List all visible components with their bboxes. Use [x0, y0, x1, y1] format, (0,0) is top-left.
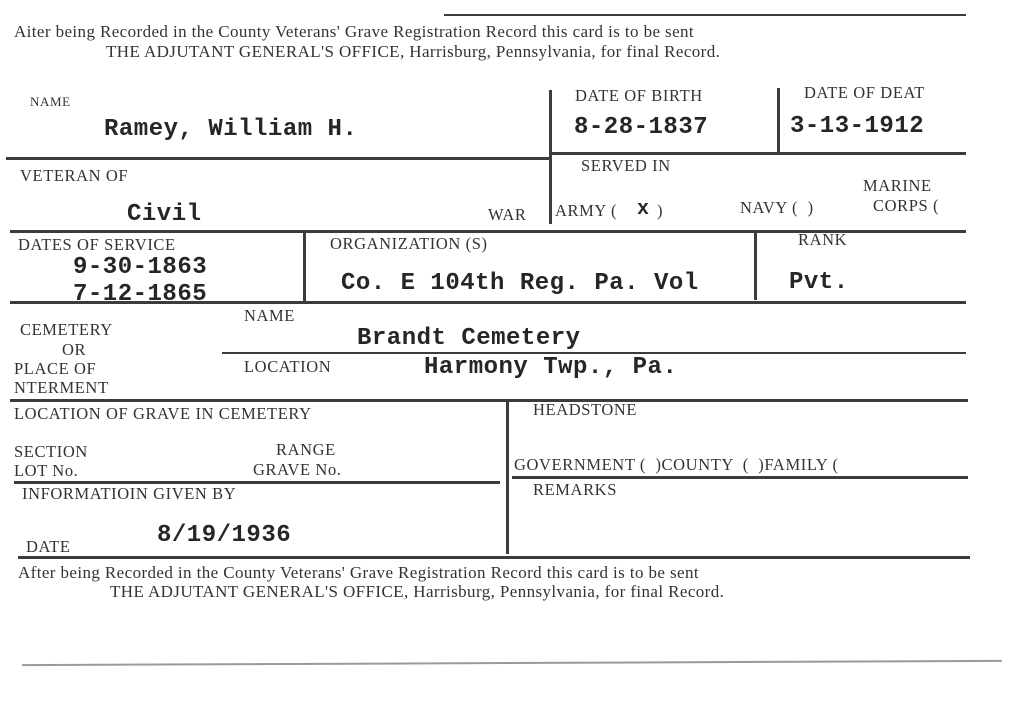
header-office-line: THE ADJUTANT GENERAL'S OFFICE, Harrisburg, Pennsylvania, for final Record.	[106, 42, 721, 61]
information-given-by-label: INFORMATIOIN GIVEN BY	[22, 484, 237, 503]
divider-org-rank	[754, 230, 757, 300]
grave-no-label: GRAVE No.	[253, 460, 342, 479]
army-close-paren: )	[657, 201, 664, 220]
rule-below-interment	[10, 399, 968, 402]
or-label: OR	[62, 340, 87, 359]
location-of-grave-label: LOCATION OF GRAVE IN CEMETERY	[14, 404, 312, 423]
divider-dob-dod	[777, 88, 780, 152]
date-of-birth-label: DATE OF BIRTH	[575, 86, 703, 105]
name-value: Ramey, William H.	[104, 116, 358, 143]
location-label: LOCATION	[244, 357, 332, 376]
remarks-label: REMARKS	[533, 480, 617, 499]
footer-office-line: THE ADJUTANT GENERAL'S OFFICE, Harrisburg, Pennsylvania, for final Record.	[110, 582, 725, 601]
rule-above-footer	[18, 556, 970, 559]
divider-grave-headstone	[506, 402, 509, 554]
rank-value: Pvt.	[789, 269, 849, 296]
lot-no-label: LOT No.	[14, 461, 79, 480]
date-of-death-label: DATE OF DEAT	[804, 83, 925, 102]
bottom-edge-rule	[22, 660, 1002, 666]
divider-service-org	[303, 232, 306, 302]
range-label: RANGE	[276, 440, 336, 459]
service-start-value: 9-30-1863	[73, 254, 208, 281]
army-check-mark: x	[637, 198, 650, 221]
date-value: 8/19/1936	[157, 522, 292, 549]
interment-label: NTERMENT	[14, 378, 109, 397]
dates-of-service-label: DATES OF SERVICE	[18, 235, 176, 254]
date-of-birth-value: 8-28-1837	[574, 114, 709, 141]
corps-label: CORPS (	[873, 196, 940, 215]
organization-label: ORGANIZATION (S)	[330, 234, 488, 253]
army-label: ARMY (	[555, 201, 618, 220]
location-value: Harmony Twp., Pa.	[424, 354, 678, 381]
war-label: WAR	[488, 205, 527, 224]
marine-label: MARINE	[863, 176, 932, 195]
cemetery-name-label: NAME	[244, 306, 295, 325]
footer-instruction-line: After being Recorded in the County Veterans' Grave Registration Record this card is to be sent	[18, 563, 699, 582]
veteran-of-label: VETERAN OF	[20, 166, 129, 185]
name-label: NAME	[30, 94, 71, 109]
served-in-label: SERVED IN	[581, 156, 671, 175]
rule-below-name	[6, 157, 550, 160]
navy-label: NAVY ( )	[740, 198, 814, 217]
service-end-value: 7-12-1865	[73, 281, 208, 308]
rank-label: RANK	[798, 230, 848, 249]
divider-name-dob	[549, 90, 552, 224]
cemetery-label: CEMETERY	[20, 320, 113, 339]
date-of-death-value: 3-13-1912	[790, 113, 925, 140]
section-label: SECTION	[14, 442, 88, 461]
header-instruction-line: Aiter being Recorded in the County Veterans' Grave Registration Record this card is to be sent	[14, 22, 695, 41]
cemetery-name-value: Brandt Cemetery	[357, 325, 581, 352]
place-of-label: PLACE OF	[14, 359, 97, 378]
top-rule	[444, 14, 966, 16]
headstone-label: HEADSTONE	[533, 400, 638, 419]
headstone-type-options: GOVERNMENT ( )COUNTY ( )FAMILY (	[514, 455, 839, 474]
organization-value: Co. E 104th Reg. Pa. Vol	[341, 270, 699, 297]
rule-below-headstone	[512, 476, 968, 479]
date-label: DATE	[26, 537, 71, 556]
veteran-of-value: Civil	[127, 201, 202, 228]
rule-below-dates	[550, 152, 966, 155]
